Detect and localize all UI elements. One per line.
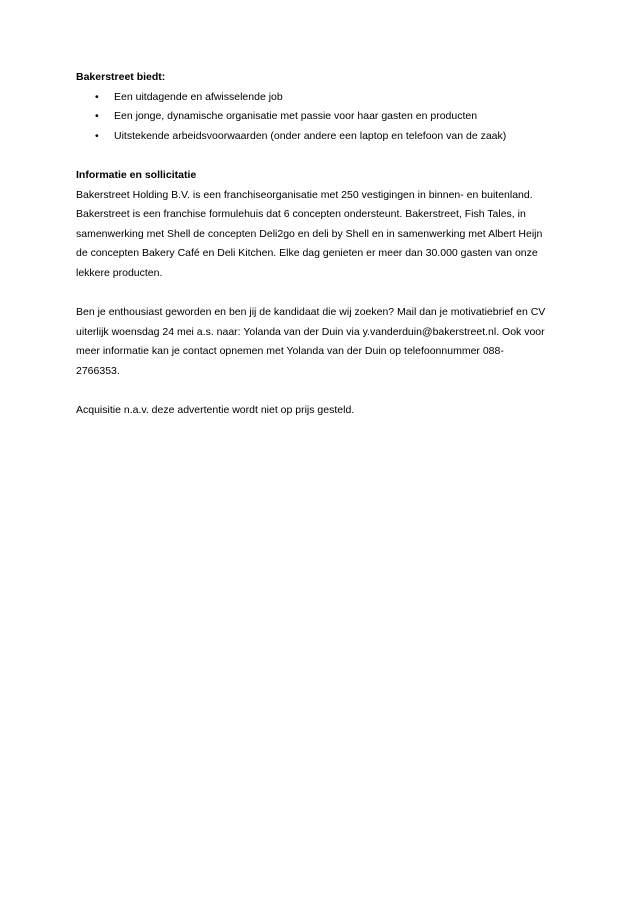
application-line: meer informatie kan je contact opnemen met Yolanda van der Duin op telefoonnummer 088-: [76, 345, 504, 358]
application-line: uiterlijk woensdag 24 mei a.s. naar: Yolanda van der Duin via y.vanderduin@bakerstreet.nl. Ook voor: [76, 325, 545, 338]
bullet-icon: •: [95, 129, 99, 142]
info-line: Bakerstreet is een franchise formulehuis dat 6 concepten ondersteunt. Bakerstreet, Fish Tales, in: [76, 208, 526, 221]
info-line: Bakerstreet Holding B.V. is een franchiseorganisatie met 250 vestigingen in binnen- en buitenland.: [76, 188, 533, 201]
info-heading: Informatie en sollicitatie: [76, 168, 197, 181]
document-page: [76, 68, 576, 421]
offer-section: [76, 68, 576, 146]
list-item-text: Uitstekende arbeidsvoorwaarden (onder andere een laptop en telefoon van de zaak): [114, 129, 507, 142]
spacer: [76, 382, 576, 402]
application-line: 2766353.: [76, 364, 120, 377]
spacer: [76, 146, 576, 166]
application-line: Ben je enthousiast geworden en ben jij de kandidaat die wij zoeken? Mail dan je motivatiebrief en CV: [76, 306, 546, 319]
list-item-text: Een uitdagende en afwisselende job: [114, 90, 283, 103]
list-item-text: Een jonge, dynamische organisatie met passie voor haar gasten en producten: [114, 110, 478, 123]
offer-list: [76, 88, 576, 147]
offer-heading: Bakerstreet biedt:: [76, 71, 166, 83]
spacer: [76, 284, 576, 304]
disclaimer-text: Acquisitie n.a.v. deze advertentie wordt niet op prijs gesteld.: [76, 404, 355, 417]
list-item: [76, 127, 576, 147]
bullet-icon: •: [95, 90, 99, 103]
list-item: [76, 88, 576, 108]
info-section: [76, 166, 576, 284]
info-line: lekkere producten.: [76, 266, 163, 279]
info-line: samenwerking met Shell de concepten Deli2go en deli by Shell en in samenwerking met Albert Heijn: [76, 227, 543, 240]
list-item: [76, 107, 576, 127]
application-section: [76, 303, 576, 381]
bullet-icon: •: [95, 110, 99, 123]
info-line: de concepten Bakery Café en Deli Kitchen. Elke dag genieten er meer dan 30.000 gasten van onze: [76, 247, 538, 260]
